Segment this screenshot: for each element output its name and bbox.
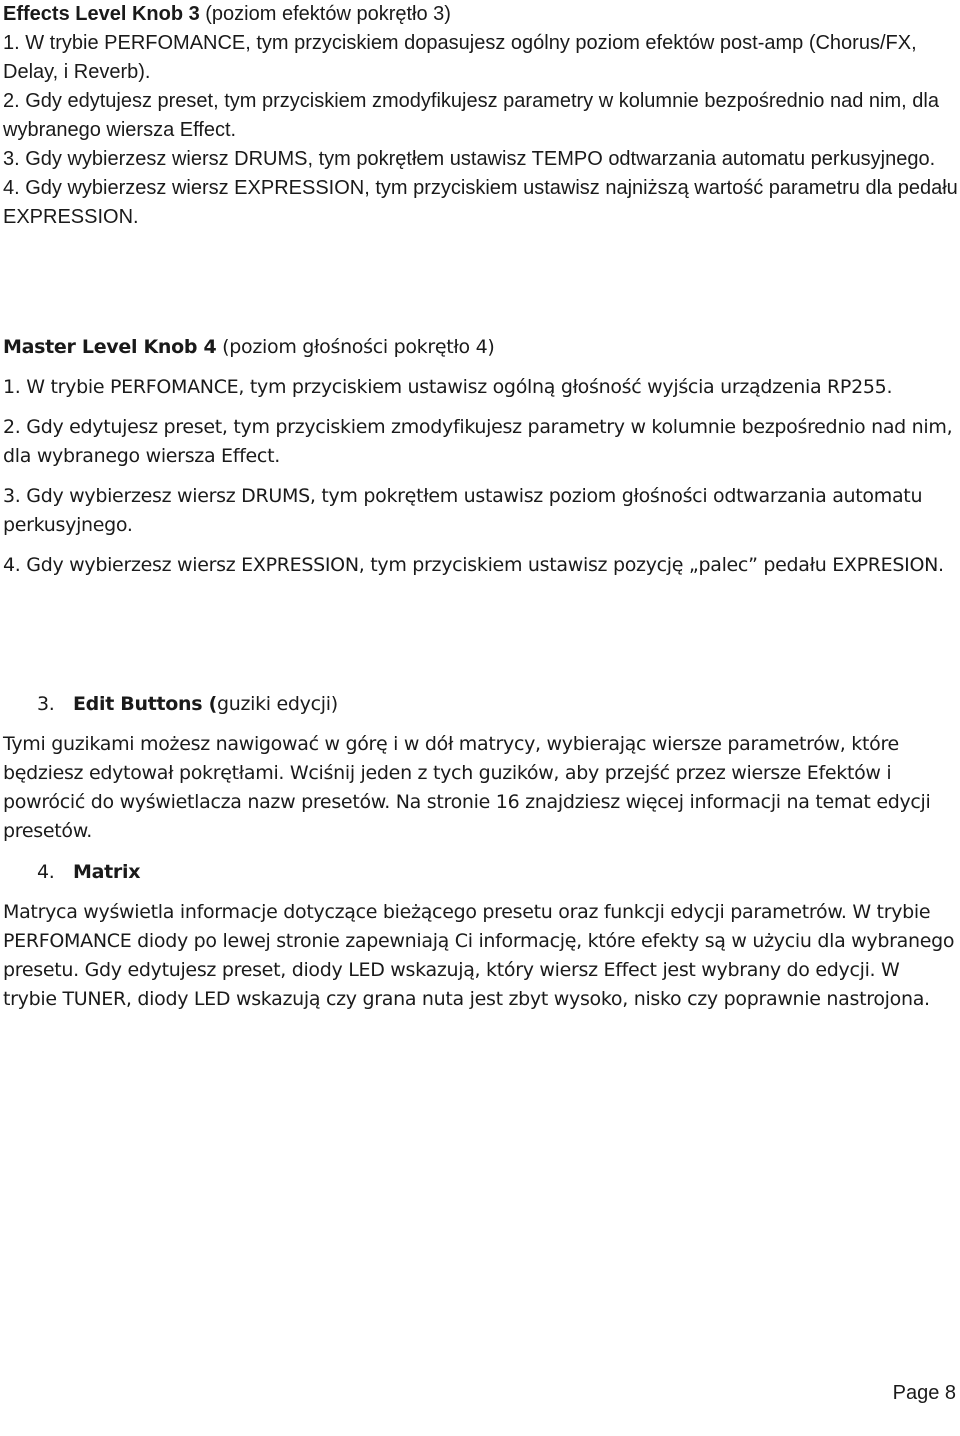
edit-buttons-body: Tymi guzikami możesz nawigować w górę i w dół matrycy, wybierając wiersze parametrów, które będziesz edytował pokrętłami. Wciśnij jeden z tych guzików, aby przejść przez wiersze Efektów i powrócić do wyświetlacza nazw presetów. Na stronie 16 znajdziesz więcej informacji na temat edycji presetów. bbox=[3, 733, 931, 842]
effects-item-3: 3. Gdy wybierzesz wiersz DRUMS, tym pokrętłem ustawisz TEMPO odtwarzania automatu perkusyjnego. bbox=[3, 148, 936, 170]
matrix-number: 4. bbox=[37, 861, 55, 883]
master-item-1: 1. W trybie PERFOMANCE, tym przyciskiem ustawisz ogólną głośność wyjścia urządzenia RP255. bbox=[3, 376, 893, 398]
master-item-3: 3. Gdy wybierzesz wiersz DRUMS, tym pokrętłem ustawisz poziom głośności odtwarzania automatu perkusyjnego. bbox=[3, 485, 923, 536]
edit-buttons-title-bold: Edit Buttons ( bbox=[73, 693, 217, 715]
master-level-heading bbox=[3, 333, 958, 362]
master-level-heading-rest: (poziom głośności pokrętło 4) bbox=[216, 336, 495, 358]
master-level-section bbox=[3, 333, 958, 580]
effects-level-heading-rest: (poziom efektów pokrętło 3) bbox=[199, 3, 451, 25]
effects-item-2: 2. Gdy edytujesz preset, tym przyciskiem zmodyfikujesz parametry w kolumnie bezpośrednio nad nim, dla wybranego wiersza Effect. bbox=[3, 90, 939, 141]
matrix-title-bold: Matrix bbox=[73, 861, 141, 883]
effects-level-heading bbox=[3, 0, 958, 29]
effects-item-4: 4. Gdy wybierzesz wiersz EXPRESSION, tym przyciskiem ustawisz najniższą wartość parametru dla pedału EXPRESSION. bbox=[3, 177, 958, 228]
matrix-section bbox=[3, 858, 958, 1014]
master-item-2: 2. Gdy edytujesz preset, tym przyciskiem zmodyfikujesz parametry w kolumnie bezpośrednio nad nim, dla wybranego wiersza Effect. bbox=[3, 416, 953, 467]
matrix-heading bbox=[3, 858, 958, 887]
effects-level-section bbox=[3, 0, 958, 232]
edit-buttons-title-rest: guziki edycji) bbox=[216, 693, 338, 715]
matrix-body: Matryca wyświetla informacje dotyczące bieżącego presetu oraz funkcji edycji parametrów. W trybie PERFOMANCE diody po lewej stronie zapewniają Ci informację, które efekty są w użyciu dla wybranego presetu. Gdy edytujesz preset, diody LED wskazują, który wiersz Effect jest wybrany do edycji. W trybie TUNER, diody LED wskazują czy grana nuta jest zbyt wysoko, nisko czy poprawnie nastrojona. bbox=[3, 901, 955, 1010]
effects-item-1: 1. W trybie PERFOMANCE, tym przyciskiem dopasujesz ogólny poziom efektów post-amp (Chorus/FX, Delay, i Reverb). bbox=[3, 32, 917, 83]
edit-buttons-number: 3. bbox=[37, 693, 55, 715]
edit-buttons-heading bbox=[3, 690, 958, 719]
edit-buttons-section bbox=[3, 690, 958, 846]
effects-level-heading-bold: Effects Level Knob 3 bbox=[3, 3, 200, 25]
master-level-heading-bold: Master Level Knob 4 bbox=[3, 336, 217, 358]
page-number: Page 8 bbox=[892, 1382, 956, 1404]
master-item-4: 4. Gdy wybierzesz wiersz EXPRESSION, tym przyciskiem ustawisz pozycję „palec” pedału EXPRESION. bbox=[3, 554, 944, 576]
